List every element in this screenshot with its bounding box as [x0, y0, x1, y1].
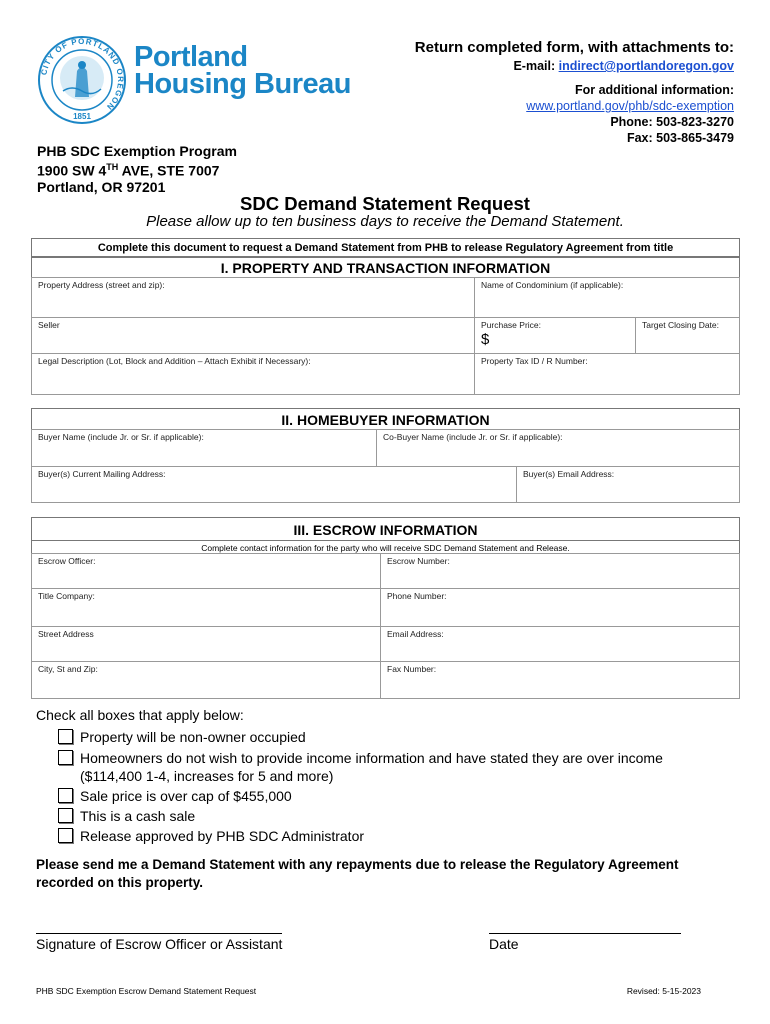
checkbox-label: Sale price is over cap of $455,000: [80, 788, 292, 804]
property-address-field[interactable]: Property Address (street and zip):: [31, 277, 475, 318]
footer-revised-date: Revised: 5-15-2023: [626, 986, 701, 996]
signature-line[interactable]: [36, 933, 282, 934]
return-label: Return completed form, with attachments to:: [414, 39, 734, 56]
address-line-2: 1900 SW 4TH AVE, STE 7007: [37, 162, 220, 179]
address-line-1: PHB SDC Exemption Program: [37, 143, 237, 159]
checkbox-over-income[interactable]: [58, 749, 663, 785]
contact-info: [415, 38, 734, 146]
fax-number-field[interactable]: Fax Number:: [380, 661, 740, 699]
closing-date-field[interactable]: Target Closing Date:: [635, 317, 740, 354]
purchase-price-field[interactable]: [474, 317, 636, 354]
legal-description-field[interactable]: Legal Description (Lot, Block and Addition – Attach Exhibit if Necessary):: [31, 353, 475, 395]
brand-line-2: Housing Bureau: [134, 68, 351, 100]
city-seal-logo: [37, 35, 127, 125]
svg-text:1851: 1851: [73, 112, 91, 121]
checkbox[interactable]: [58, 788, 73, 803]
email-label: E-mail:: [513, 59, 559, 73]
buyer-name-field[interactable]: Buyer Name (include Jr. or Sr. if applicable):: [31, 429, 377, 467]
date-label: Date: [489, 936, 519, 952]
checkbox-label: Release approved by PHB SDC Administrator: [80, 828, 365, 844]
checkbox-label: Property will be non-owner occupied: [80, 729, 306, 745]
checkbox-cash-sale[interactable]: [58, 807, 195, 825]
escrow-note: Complete contact information for the party who will receive SDC Demand Statement and Release.: [31, 540, 740, 554]
tax-id-field[interactable]: Property Tax ID / R Number:: [474, 353, 740, 395]
section-2-heading: II. HOMEBUYER INFORMATION: [31, 408, 740, 430]
page-title: SDC Demand Statement Request: [240, 193, 530, 214]
checkbox[interactable]: [58, 729, 73, 744]
contact-email-link[interactable]: indirect@portlandoregon.gov: [558, 59, 734, 73]
svg-text:CITY OF PORTLAND OREGON: CITY OF PORTLAND OREGON: [39, 36, 126, 113]
section-1-heading: I. PROPERTY AND TRANSACTION INFORMATION: [31, 257, 740, 278]
city-state-zip-field[interactable]: City, St and Zip:: [31, 661, 381, 699]
purchase-price-label: Purchase Price:: [481, 320, 541, 330]
checkbox-intro: Check all boxes that apply below:: [36, 707, 244, 723]
dollar-sign: $: [481, 331, 490, 348]
footer-form-name: PHB SDC Exemption Escrow Demand Statement Request: [36, 986, 257, 996]
brand-name: [134, 41, 351, 100]
condominium-name-field[interactable]: Name of Condominium (if applicable):: [474, 277, 740, 318]
checkbox-over-price-cap[interactable]: [58, 787, 292, 805]
signature-label: Signature of Escrow Officer or Assistant: [36, 936, 283, 952]
escrow-number-field[interactable]: Escrow Number:: [380, 553, 740, 589]
address-line-3: Portland, OR 97201: [37, 178, 166, 195]
checkbox[interactable]: [58, 828, 73, 843]
form-instruction: Complete this document to request a Demand Statement from PHB to release Regulatory Agreement from title: [31, 238, 740, 257]
checkbox[interactable]: [58, 750, 73, 765]
additional-info-label: For additional information:: [574, 83, 734, 97]
checkbox-release-approved[interactable]: [58, 827, 364, 845]
request-statement: Please send me a Demand Statement with any repayments due to release the Regulatory Agreement recorded on this property.: [36, 857, 679, 890]
date-line[interactable]: [489, 933, 681, 934]
page-subtitle: Please allow up to ten business days to receive the Demand Statement.: [146, 213, 624, 230]
seller-field[interactable]: Seller: [31, 317, 475, 354]
section-3-heading: III. ESCROW INFORMATION: [31, 517, 740, 541]
checkbox[interactable]: [58, 808, 73, 823]
street-address-field[interactable]: Street Address: [31, 626, 381, 662]
program-address: [37, 143, 237, 195]
fax-number: Fax: 503-865-3479: [626, 131, 734, 145]
checkbox-label: This is a cash sale: [80, 808, 196, 824]
checkbox-non-owner-occupied[interactable]: [58, 728, 306, 746]
checkbox-label: Homeowners do not wish to provide income information and have stated they are over income ($114,400 1-4, increases for 5 and more): [80, 750, 663, 784]
escrow-officer-field[interactable]: Escrow Officer:: [31, 553, 381, 589]
escrow-email-field[interactable]: Email Address:: [380, 626, 740, 662]
brand-line-1: Portland: [134, 41, 248, 73]
phone-number-field[interactable]: Phone Number:: [380, 588, 740, 627]
buyer-email-field[interactable]: Buyer(s) Email Address:: [516, 466, 740, 503]
mailing-address-field[interactable]: Buyer(s) Current Mailing Address:: [31, 466, 517, 503]
phone-number: Phone: 503-823-3270: [610, 115, 734, 129]
website-link[interactable]: www.portland.gov/phb/sdc-exemption: [526, 99, 734, 113]
cobuyer-name-field[interactable]: Co-Buyer Name (include Jr. or Sr. if applicable):: [376, 429, 740, 467]
title-company-field[interactable]: Title Company:: [31, 588, 381, 627]
